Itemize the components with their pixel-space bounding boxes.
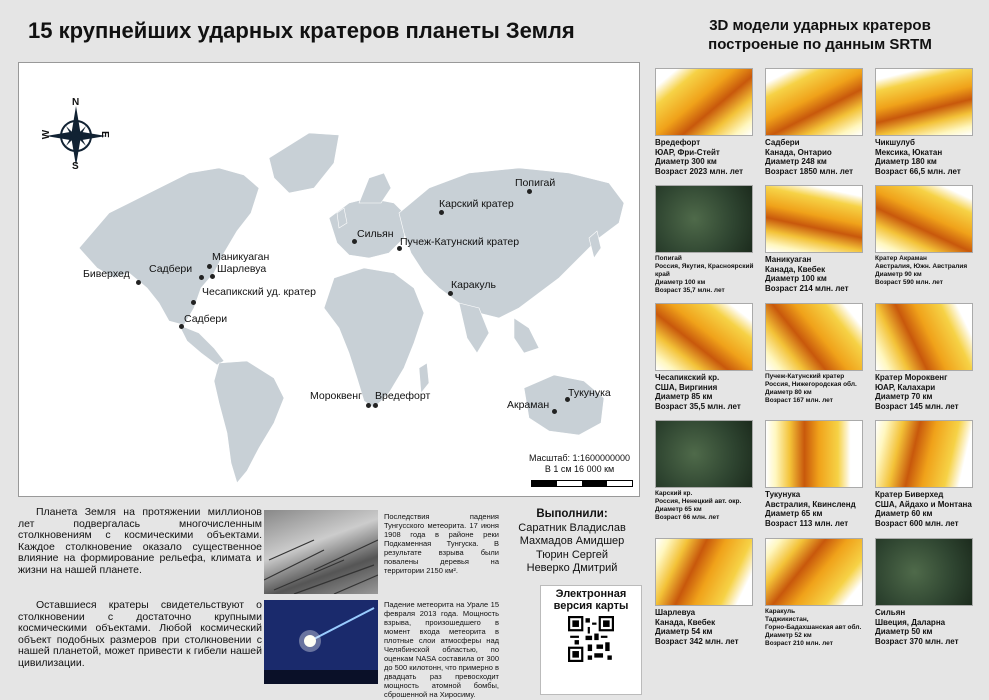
crater-3d-model-image [875,538,973,606]
crater-dot [366,403,371,408]
crater-tile[interactable] [655,68,755,176]
map-label[interactable]: Вредефорт [375,390,431,402]
authors-heading: Выполнили: [536,508,608,520]
map-label[interactable]: Чесапикский уд. кратер [202,286,316,298]
crater-caption: Шарлевуа Канада, Квебек Диаметр 54 км Возраст 342 млн. лет [655,608,739,646]
crater-tile[interactable] [875,68,975,176]
crater-tile[interactable] [765,185,865,293]
qr-code-icon[interactable] [568,616,614,662]
scale-distance: В 1 см 16 000 км [544,464,615,474]
scale-ratio: Масштаб: 1:1600000000 [529,453,631,463]
crater-caption: Чикшулуб Мексика, Юкатан Диаметр 180 км Возраст 66,5 млн. лет [875,138,961,176]
scale-bar [531,480,633,487]
warning-paragraph: Оставшиеся кратеры свидетельствуют о столкновении с достаточно крупными космическими объектами. Любой космический объект подобных размеров при столкновении с нашей планетой, может привести к гибели нашей цивилизации. [18,599,262,669]
crater-tile[interactable] [875,303,975,411]
crater-3d-model-image [655,68,753,136]
crater-caption: Маникуаган Канада, Квебек Диаметр 100 км Возраст 214 млн. лет [765,255,849,293]
crater-dot [439,210,444,215]
crater-caption: Вредефорт ЮАР, Фри-Стейт Диаметр 300 км Возраст 2023 млн. лет [655,138,743,176]
crater-dot [448,291,453,296]
crater-tile[interactable] [655,185,755,295]
crater-tile[interactable] [875,420,975,528]
crater-caption: Пучеж-Катунский кратер Россия, Нижегородская обл. Диаметр 80 км Возраст 167 млн. лет [765,373,857,404]
compass-s: S [72,161,79,172]
crater-caption: Каракуль Таджикистан, Горно-Бадахшанская авт обл. Диаметр 52 км Возраст 210 млн. лет [765,608,862,647]
crater-caption: Попигай Россия, Якутия, Красноярский край Диаметр 100 км Возраст 35,7 млн. лет [655,255,754,294]
crater-dot [199,275,204,280]
crater-dot [373,403,378,408]
crater-dot [207,264,212,269]
map-label[interactable]: Карский кратер [439,198,514,210]
crater-3d-model-image [765,420,863,488]
author-name: Махмадов Амидшер [519,535,625,547]
author-name: Саратник Владислав [518,521,626,534]
map-label[interactable]: Садбери [184,313,228,325]
crater-tile[interactable] [765,68,865,176]
crater-3d-model-image [765,303,863,371]
map-label[interactable]: Тукунука [568,387,611,399]
qr-panel [540,585,642,695]
crater-caption: Кратер Акраман Австралия, Южн. Австралия Диаметр 90 км Возраст 590 млн. лет [875,255,968,286]
page-title: 15 крупнейших ударных кратеров планеты Земля [28,18,575,43]
map-label[interactable]: Садбери [149,263,193,275]
meteor-image [264,600,378,684]
map-label[interactable]: Шарлевуа [217,263,267,275]
map-scale [529,453,630,475]
qr-title: Электронная версия карты [553,588,629,612]
crater-3d-model-image [875,68,973,136]
fallen-trees-image [264,510,378,594]
crater-3d-model-image [875,185,973,253]
crater-dot [527,189,532,194]
crater-3d-model-image [875,420,973,488]
crater-caption: Чесапикский кр. США, Виргиния Диаметр 85 км Возраст 35,5 млн. лет [655,373,741,411]
crater-caption: Садбери Канада, Онтарио Диаметр 248 км Возраст 1850 млн. лет [765,138,853,176]
map-label[interactable]: Попигай [515,177,556,189]
crater-caption: Сильян Швеция, Даларна Диаметр 50 км Возраст 370 млн. лет [875,608,959,646]
crater-caption: Кратер Мороквенг ЮАР, Калахари Диаметр 70 км Возраст 145 млн. лет [875,373,959,411]
meteor-photo [264,600,378,684]
crater-tile[interactable] [765,303,865,405]
models-title: 3D модели ударных кратеров построеные по данным SRTM [708,17,932,53]
map-label[interactable]: Маникуаган [212,251,270,263]
map-label[interactable]: Каракуль [451,279,496,291]
tunguska-photo [264,510,378,594]
compass-w: W [41,129,53,140]
crater-3d-model-image [655,185,753,253]
compass-e: E [98,131,110,138]
crater-caption: Кратер Бивеpхед США, Айдахо и Монтана Диаметр 60 км Возраст 600 млн. лет [875,490,972,528]
map-label[interactable]: Бивеpхед [83,268,130,280]
crater-3d-model-image [655,303,753,371]
map-label[interactable]: Акраман [507,399,550,411]
crater-caption: Карский кр. Россия, Ненецкий авт. окр. Диаметр 65 км Возраст 66 млн. лет [655,490,742,521]
crater-3d-model-image [765,185,863,253]
world-map[interactable] [18,62,640,497]
crater-caption: Тукунука Австралия, Квинсленд Диаметр 65 км Возраст 113 млн. лет [765,490,856,528]
crater-tile[interactable] [875,538,975,646]
compass-n: N [72,97,80,108]
crater-3d-model-image [765,538,863,606]
author-name: Тюрин Сергей [535,548,609,561]
crater-dot [136,280,141,285]
crater-tile[interactable] [655,538,755,646]
map-label[interactable]: Сильян [357,228,394,240]
crater-dot [552,409,557,414]
map-label[interactable]: Пучеж-Катунский кратер [400,236,520,248]
crater-tile[interactable] [655,303,755,411]
chelyabinsk-caption: Падение метеорита на Урале 15 февраля 2013 года. Мощность взрыва, произошедшего в момент входа метеорита в плотные слои атмосферы над Челябинской областью, по оценкам NASA составила от 300 до 500 килотонн, что примерно в двадцать раз превосходит мощность атомной бомбы, сброшенной на Хиросиму. [384,600,499,699]
map-label[interactable]: Мороквенг [310,390,362,402]
intro-paragraph: Планета Земля на протяжении миллионов лет подвергалась многочисленным столкновениям с космическими объектами. Каждое столкновение оказало существенное влияние на формирование рельефа, климата и жизни на нашей планете. [18,506,262,576]
crater-3d-model-image [875,303,973,371]
crater-3d-model-image [655,420,753,488]
authors-block [512,508,632,576]
author-name: Неверко Дмитрий [526,562,618,574]
crater-tile[interactable] [765,420,865,528]
crater-dot [191,300,196,305]
crater-tile[interactable] [655,420,755,522]
crater-dot [210,274,215,279]
crater-3d-model-image [765,68,863,136]
compass-rose-icon [41,97,111,172]
crater-3d-model-image [655,538,753,606]
crater-tile[interactable] [765,538,865,648]
crater-tile[interactable] [875,185,975,287]
tunguska-caption: Последствия падения Тунгусского метеорита. 17 июня 1908 года в районе реки Подкаменная Тунгуска. В результате взрыва были повалены деревья на территории 2150 км². [384,512,499,575]
